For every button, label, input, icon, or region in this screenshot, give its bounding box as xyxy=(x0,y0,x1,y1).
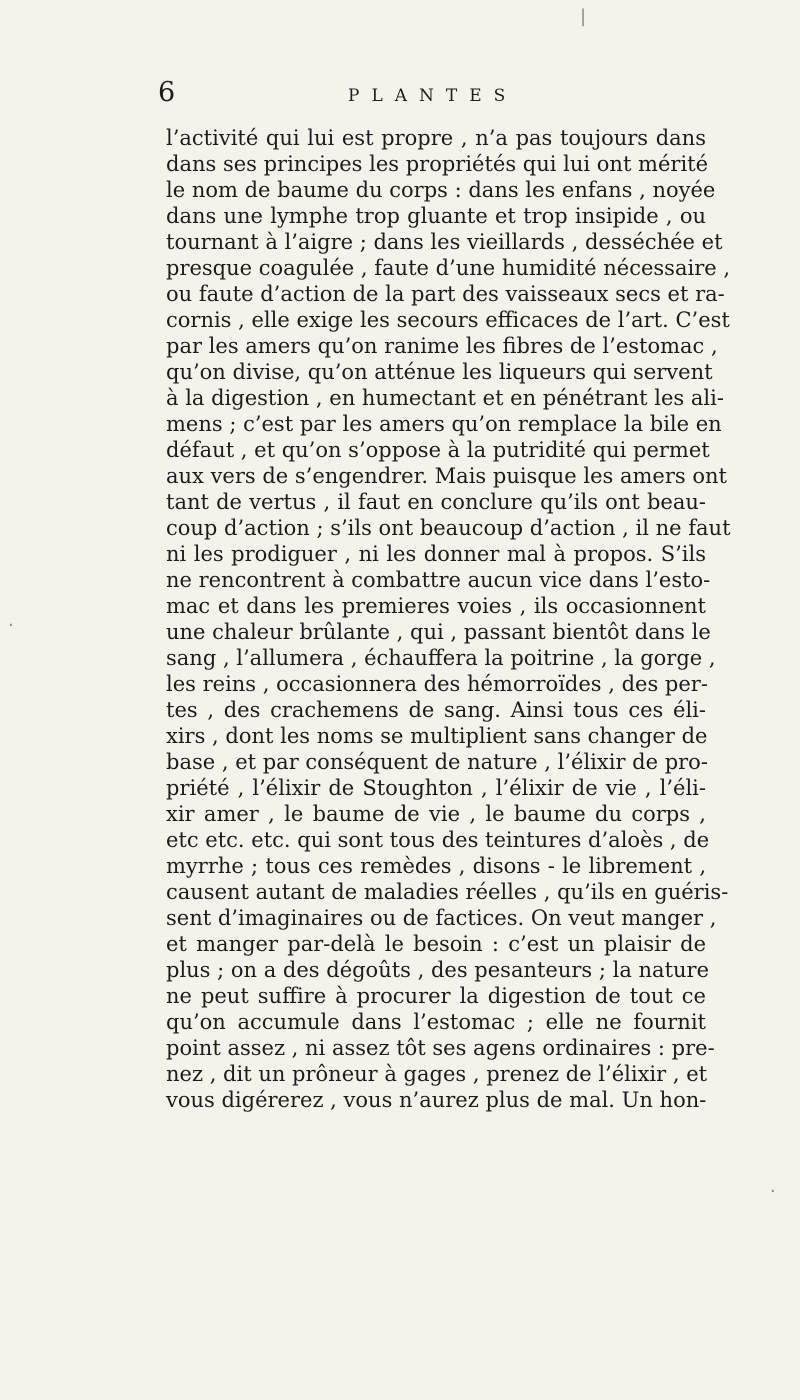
page-number: 6 xyxy=(158,77,176,108)
text-line: sang , l’allumera , échauffera la poitrine , la gorge , xyxy=(166,646,716,670)
text-line: l’activité qui lui est propre , n’a pas toujours dans xyxy=(166,126,706,150)
text-line: par les amers qu’on ranime les fibres de l’estomac , xyxy=(166,334,718,358)
text-line: vous digérerez , vous n’aurez plus de mal. Un hon- xyxy=(166,1088,707,1112)
text-line: tournant à l’aigre ; dans les vieillards , desséchée et xyxy=(166,230,723,254)
text-line: myrrhe ; tous ces remèdes , disons - le librement , xyxy=(166,854,706,878)
text-line: etc etc. etc. qui sont tous des teintures d’aloès , de xyxy=(166,828,710,852)
text-line: priété , l’élixir de Stoughton , l’élixir de vie , l’éli- xyxy=(166,776,706,800)
text-line: le nom de baume du corps : dans les enfans , noyée xyxy=(166,178,716,202)
running-title: PLANTES xyxy=(348,86,518,106)
scan-mark-top: | xyxy=(580,6,587,27)
text-line: défaut , et qu’on s’oppose à la putridité qui permet xyxy=(166,438,710,462)
text-line: les reins , occasionnera des hémorroïdes , des per- xyxy=(166,672,708,696)
text-line: qu’on divise, qu’on atténue les liqueurs qui servent xyxy=(166,360,713,384)
text-line: une chaleur brûlante , qui , passant bientôt dans le xyxy=(166,620,711,644)
text-line: ou faute d’action de la part des vaisseaux secs et ra- xyxy=(166,282,725,306)
scan-mark-right: · xyxy=(770,1181,776,1202)
text-line: cornis , elle exige les secours efficaces de l’art. C’est xyxy=(166,308,730,332)
scan-mark-left: · xyxy=(8,615,14,636)
text-line: mac et dans les premieres voies , ils occasionnent xyxy=(166,594,706,618)
text-line: ni les prodiguer , ni les donner mal à propos. S’ils xyxy=(166,542,706,566)
text-line: mens ; c’est par les amers qu’on remplace la bile en xyxy=(166,412,722,436)
body-text xyxy=(166,125,731,1113)
text-line: coup d’action ; s’ils ont beaucoup d’action , il ne faut xyxy=(166,516,731,540)
page-header xyxy=(158,78,638,118)
text-line: xir amer , le baume de vie , le baume du corps , xyxy=(166,802,706,826)
text-line: ne peut suffire à procurer la digestion de tout ce xyxy=(166,984,706,1008)
text-line: causent autant de maladies réelles , qu’ils en guéris- xyxy=(166,880,729,904)
text-line: à la digestion , en humectant et en pénétrant les ali- xyxy=(166,386,724,410)
text-line: et manger par-delà le besoin : c’est un plaisir de xyxy=(166,932,706,956)
text-line: dans ses principes les propriétés qui lui ont mérité xyxy=(166,152,709,176)
text-line: aux vers de s’engendrer. Mais puisque les amers ont xyxy=(166,464,727,488)
text-line: nez , dit un prôneur à gages , prenez de l’élixir , et xyxy=(166,1062,708,1086)
text-line: ne rencontrent à combattre aucun vice dans l’esto- xyxy=(166,568,711,592)
text-line: point assez , ni assez tôt ses agens ordinaires : pre- xyxy=(166,1036,715,1060)
text-line: sent d’imaginaires ou de factices. On veut manger , xyxy=(166,906,717,930)
text-line: qu’on accumule dans l’estomac ; elle ne fournit xyxy=(166,1010,706,1034)
text-line: tes , des crachemens de sang. Ainsi tous ces éli- xyxy=(166,698,706,722)
text-line: tant de vertus , il faut en conclure qu’ils ont beau- xyxy=(166,490,706,514)
text-line: plus ; on a des dégoûts , des pesanteurs ; la nature xyxy=(166,958,710,982)
text-line: presque coagulée , faute d’une humidité nécessaire , xyxy=(166,256,731,280)
text-line: xirs , dont les noms se multiplient sans changer de xyxy=(166,724,708,748)
text-line: base , et par conséquent de nature , l’élixir de pro- xyxy=(166,750,708,774)
text-line: dans une lymphe trop gluante et trop insipide , ou xyxy=(166,204,706,228)
